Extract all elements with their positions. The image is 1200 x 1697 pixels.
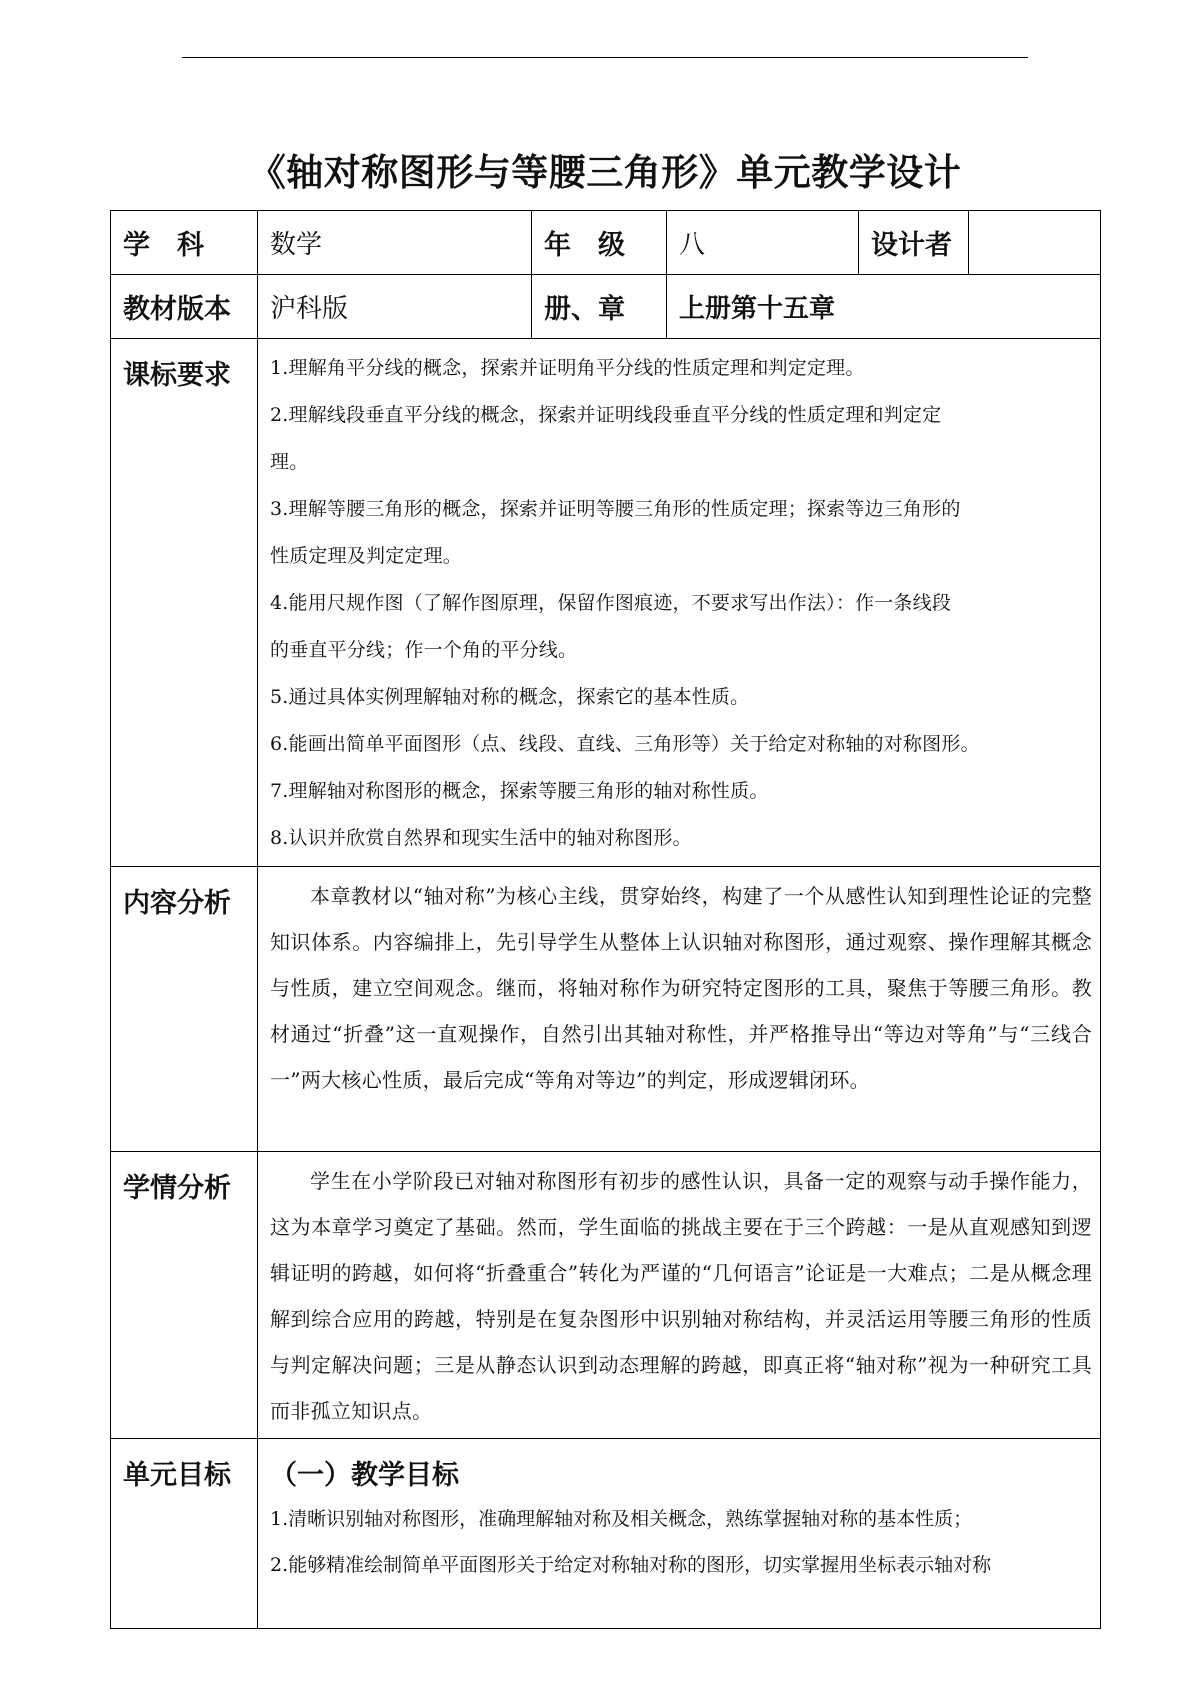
curriculum-line: 2.理解线段垂直平分线的概念，探索并证明线段垂直平分线的性质定理和判定定 [270, 404, 942, 426]
volume-label: 册、章 [532, 275, 667, 339]
student-analysis-text: 学生在小学阶段已对轴对称图形有初步的感性认识，具备一定的观察与动手操作能力，这为本章学习奠定了基础。然而，学生面临的挑战主要在于三个跨越：一是从直观感知到逻辑证明的跨越，如何将“折叠重合”转化为严谨的“几何语言”论证是一大难点；二是从概念理解到综合应用的跨越，特别是在复杂图形中识别轴对称结构，并灵活运用等腰三角形的性质与判定解决问题；三是从静态认识到动态理解的跨越，即真正将“轴对称”视为一种研究工具而非孤立知识点。 [270, 1169, 1092, 1423]
curriculum-line: 5.通过具体实例理解轴对称的概念，探索它的基本性质。 [270, 686, 750, 708]
goal-line: 2.能够精准绘制简单平面图形关于给定对称轴对称的图形，切实掌握用坐标表示轴对称 [270, 1554, 992, 1576]
curriculum-content [258, 339, 1101, 867]
header-rule [182, 57, 1028, 58]
subject-value: 数学 [258, 211, 532, 275]
curriculum-line: 1.理解角平分线的概念，探索并证明角平分线的性质定理和判定定理。 [270, 357, 865, 379]
lesson-design-table [110, 210, 1101, 1629]
grade-label: 年 级 [532, 211, 667, 275]
curriculum-line: 7.理解轴对称图形的概念，探索等腰三角形的轴对称性质。 [270, 780, 769, 802]
curriculum-line: 性质定理及判定定理。 [270, 545, 463, 567]
teaching-goals-list [270, 1496, 1092, 1588]
curriculum-row [111, 339, 1101, 867]
curriculum-line: 的垂直平分线；作一个角的平分线。 [270, 639, 578, 661]
curriculum-line: 8.认识并欣赏自然界和现实生活中的轴对称图形。 [270, 827, 692, 849]
content-analysis-label: 内容分析 [111, 867, 258, 1152]
edition-value: 沪科版 [258, 275, 532, 339]
unit-goals-label: 单元目标 [111, 1439, 258, 1629]
content-analysis-text: 本章教材以“轴对称”为核心主线，贯穿始终，构建了一个从感性认知到理性论证的完整知识体系。内容编排上，先引导学生从整体上认识轴对称图形，通过观察、操作理解其概念与性质，建立空间观念。继而，将轴对称作为研究特定图形的工具，聚焦于等腰三角形。教材通过“折叠”这一直观操作，自然引出其轴对称性，并严格推导出“等边对等角”与“三线合一”两大核心性质，最后完成“等角对等边”的判定，形成逻辑闭环。 [270, 884, 1092, 1092]
curriculum-line: 理。 [270, 451, 309, 473]
content-analysis-row [111, 867, 1101, 1152]
grade-value: 八 [667, 211, 859, 275]
volume-value: 上册第十五章 [667, 275, 1101, 339]
unit-goals-content [258, 1439, 1101, 1629]
document-title: 《轴对称图形与等腰三角形》单元教学设计 [248, 151, 962, 194]
curriculum-line: 3.理解等腰三角形的概念，探索并证明等腰三角形的性质定理；探索等边三角形的 [270, 498, 961, 520]
content-analysis-content [258, 867, 1101, 1152]
student-analysis-label: 学情分析 [111, 1152, 258, 1439]
info-row-subject [111, 211, 1101, 275]
info-row-edition [111, 275, 1101, 339]
designer-value [969, 211, 1101, 275]
curriculum-line: 4.能用尺规作图（了解作图原理，保留作图痕迹，不要求写出作法）：作一条线段 [270, 592, 952, 614]
student-analysis-row [111, 1152, 1101, 1439]
goal-line: 1.清晰识别轴对称图形，准确理解轴对称及相关概念，熟练掌握轴对称的基本性质； [270, 1508, 973, 1530]
curriculum-label: 课标要求 [111, 339, 258, 867]
teaching-goals-heading: （一）教学目标 [270, 1460, 459, 1491]
unit-goals-row [111, 1439, 1101, 1629]
edition-label: 教材版本 [111, 275, 258, 339]
curriculum-line: 6.能画出简单平面图形（点、线段、直线、三角形等）关于给定对称轴的对称图形。 [270, 733, 980, 755]
student-analysis-content [258, 1152, 1101, 1439]
subject-label: 学 科 [111, 211, 258, 275]
designer-label: 设计者 [859, 211, 969, 275]
curriculum-list [270, 345, 1092, 862]
